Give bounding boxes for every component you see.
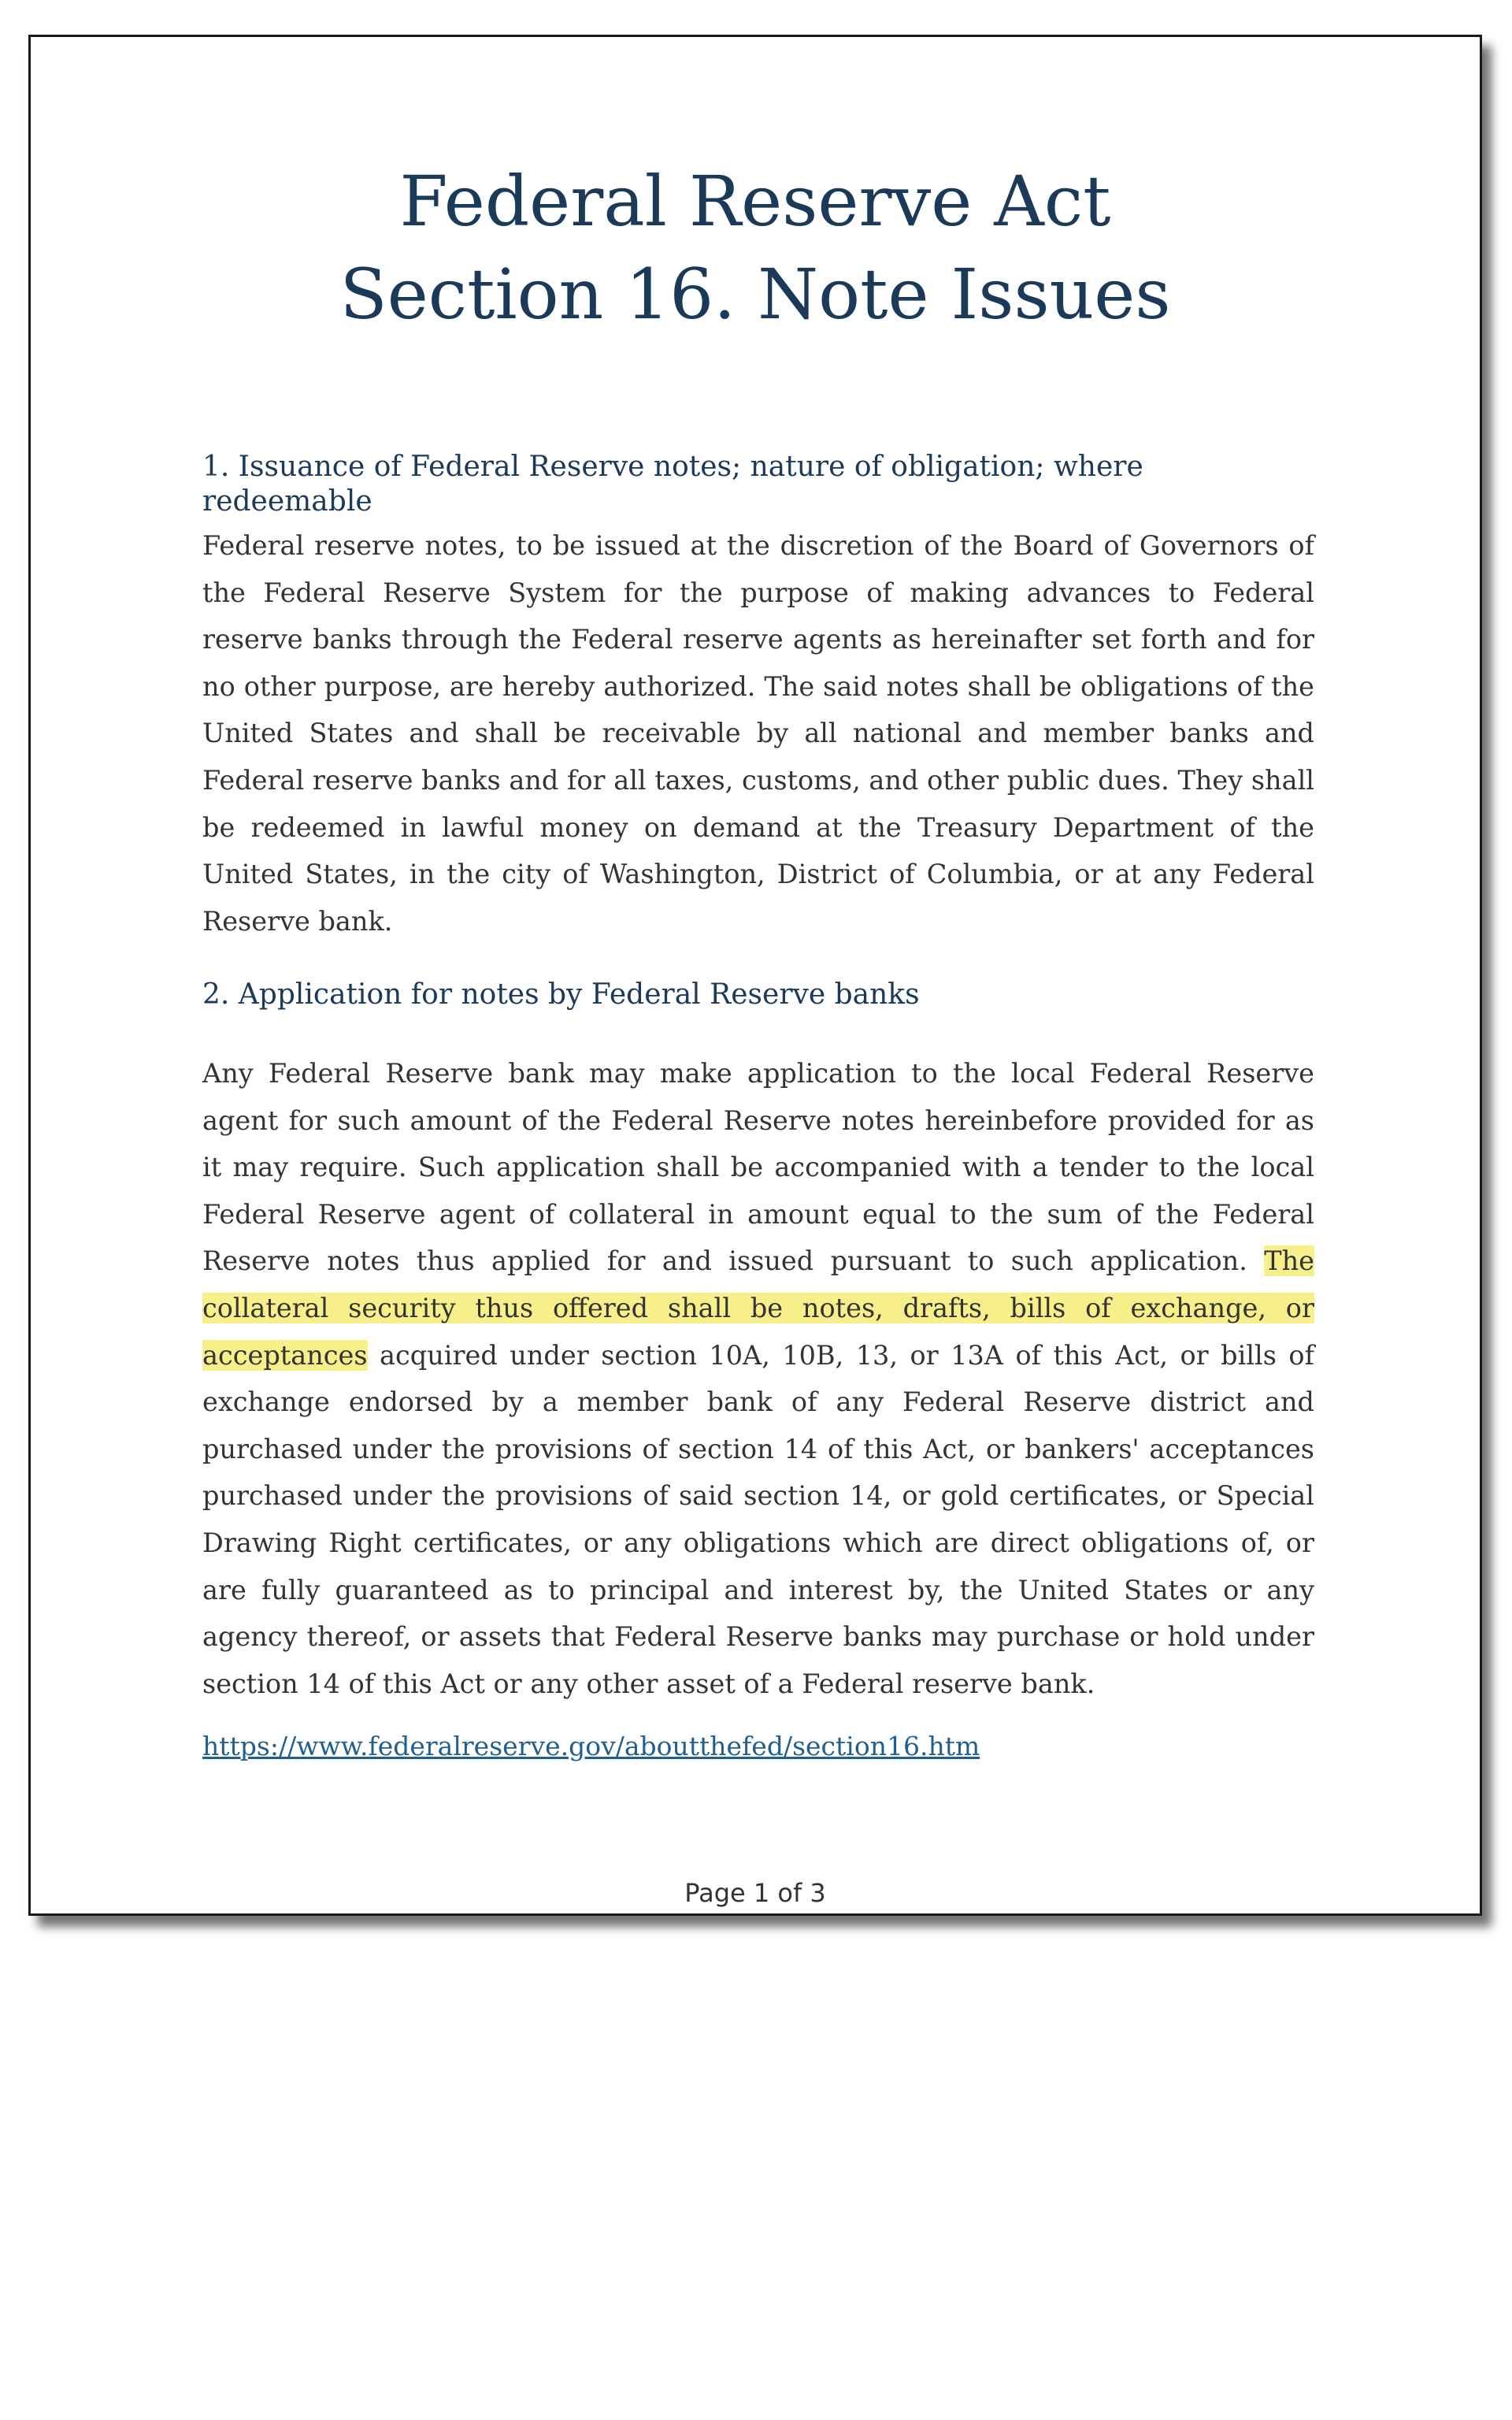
source-link[interactable]: https://www.federalreserve.gov/aboutthefed/section16.htm (202, 1731, 980, 1761)
section-2-body (202, 1050, 1314, 1707)
section-1-body: Federal reserve notes, to be issued at the discretion of the Board of Governors of the Federal Reserve System for the purpose of making advances to Federal reserve banks through the Federal reserve agents as hereinafter set forth and for no other purpose, are hereby authorized. The said notes shall be obligations of the United States and shall be receivable by all national and member banks and Federal reserve banks and for all taxes, customs, and other public dues. They shall be redeemed in lawful money on demand at the Treasury Department of the United States, in the city of Washington, District of Columbia, or at any Federal Reserve bank. (202, 530, 1314, 937)
section-1-heading: 1. Issuance of Federal Reserve notes; nature of obligation; where redeemable (202, 451, 1143, 518)
title-line-2: Section 16. Note Issues (339, 254, 1171, 335)
section-2-body-after: acquired under section 10A, 10B, 13, or 13A of this Act, or bills of exchange endorsed by a member bank of any Federal Reserve district and purchased under the provisions of section 14 of this Act, or bankers' acceptances purchased under the provisions of said section 14, or gold certificates, or Special Drawing Right certificates, or any obligations which are direct obligations of, or are fully guaranteed as to principal and interest by, the United States or any agency thereof, or assets that Federal Reserve banks may purchase or hold under section 14 of this Act or any other asset of a Federal reserve bank. (202, 1339, 1314, 1699)
title-line-1: Federal Reserve Act (399, 161, 1111, 242)
document-title (31, 155, 1480, 341)
page-number: Page 1 of 3 (684, 1878, 826, 1908)
section-2-heading: 2. Application for notes by Federal Reserve banks (202, 978, 920, 1011)
section-2-body-before: Any Federal Reserve bank may make application to the local Federal Reserve agent for such amount of the Federal Reserve notes hereinbefore provided for as it may require. Such application shall be accompanied with a tender to the local Federal Reserve agent of collateral in amount equal to the sum of the Federal Reserve notes thus applied for and issued pursuant to such application. (202, 1058, 1314, 1277)
highlighted-text: The collateral security thus offered shall be notes, drafts, bills of exchange, or acceptances (202, 1245, 1314, 1371)
document-page (28, 35, 1482, 1916)
